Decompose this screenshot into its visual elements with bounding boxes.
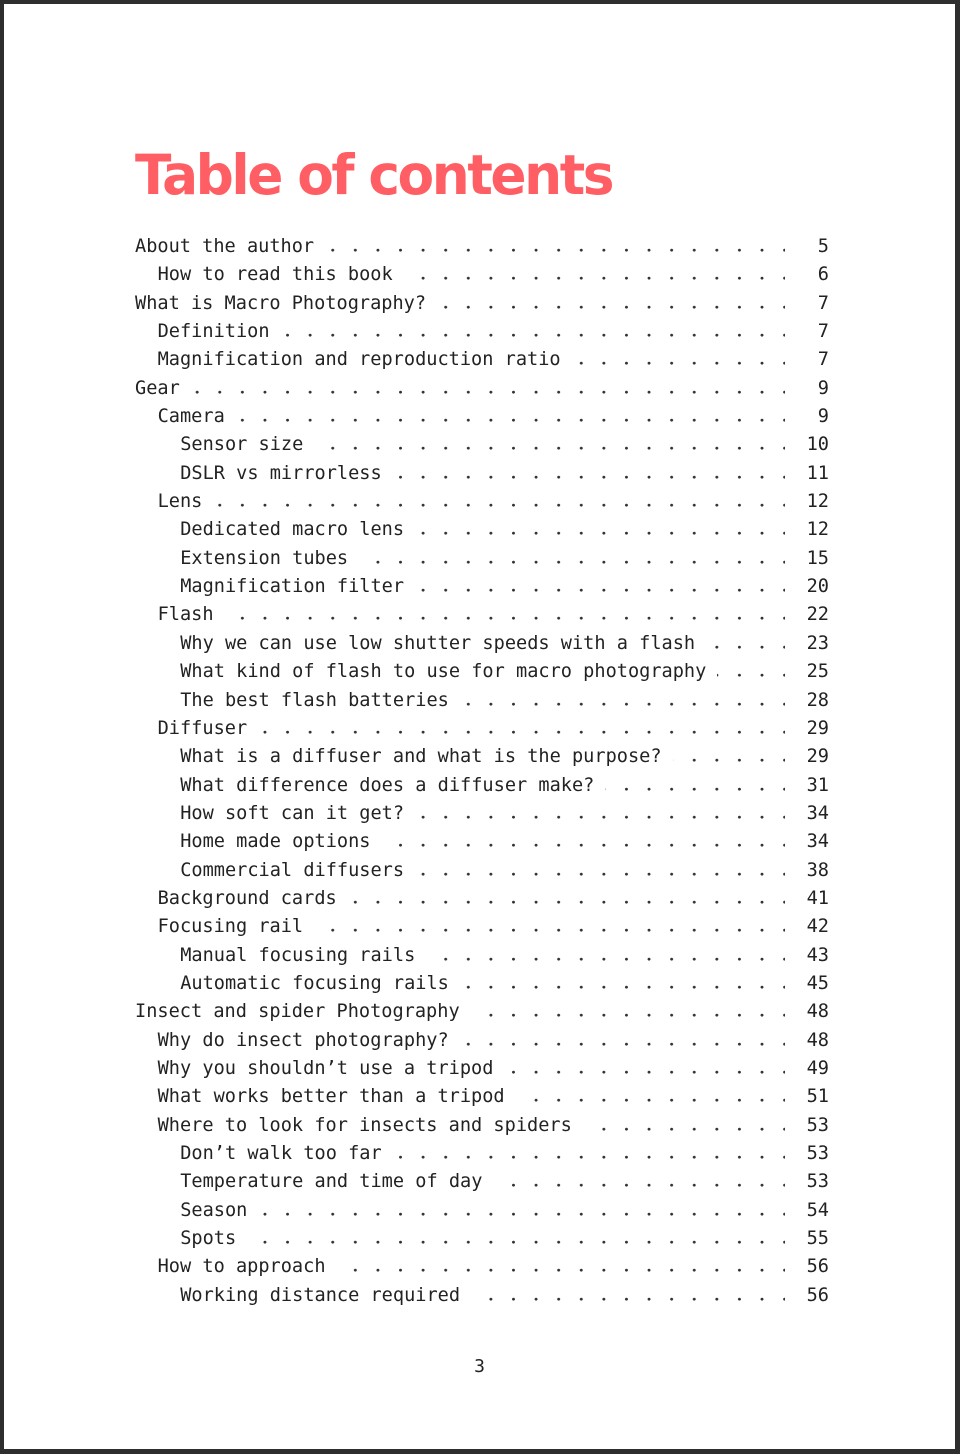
toc-entry-page-number: 56 <box>785 1253 829 1281</box>
toc-entry-title[interactable]: The best flash batteries <box>135 687 460 715</box>
toc-entry-title[interactable]: DSLR vs mirrorless <box>135 460 393 488</box>
toc-entry[interactable] <box>135 687 829 715</box>
toc-entry[interactable] <box>135 885 829 913</box>
toc-entry-page-number: 22 <box>785 601 829 629</box>
toc-entry[interactable] <box>135 772 829 800</box>
toc-entry[interactable] <box>135 800 829 828</box>
toc-entry-title[interactable]: Spots <box>135 1225 247 1253</box>
toc-entry[interactable] <box>135 970 829 998</box>
toc-entry-page-number: 7 <box>785 318 829 346</box>
toc-entry-title[interactable]: Working distance required <box>135 1282 471 1310</box>
toc-entry-title[interactable]: Magnification filter <box>135 573 415 601</box>
toc-entry[interactable] <box>135 460 829 488</box>
toc-entry-title[interactable]: What kind of flash to use for macro photography <box>135 658 717 686</box>
toc-entry-page-number: 51 <box>785 1083 829 1111</box>
toc-entry-title[interactable]: Commercial diffusers <box>135 857 415 885</box>
toc-entry[interactable] <box>135 403 829 431</box>
toc-entry-page-number: 12 <box>785 516 829 544</box>
document-page <box>4 4 955 1449</box>
toc-entry-page-number: 53 <box>785 1168 829 1196</box>
toc-entry-page-number: 23 <box>785 630 829 658</box>
toc-entry-title[interactable]: How to read this book <box>135 261 404 289</box>
toc-entry-page-number: 53 <box>785 1112 829 1140</box>
toc-entry[interactable] <box>135 601 829 629</box>
page-number: 3 <box>474 1356 485 1377</box>
toc-entry-title[interactable]: About the author <box>135 233 325 261</box>
toc-entry[interactable] <box>135 658 829 686</box>
toc-entry-page-number: 43 <box>785 942 829 970</box>
toc-entry[interactable] <box>135 942 829 970</box>
toc-entry-title[interactable]: Why you shouldn’t use a tripod <box>135 1055 504 1083</box>
toc-entry-page-number: 7 <box>785 290 829 318</box>
toc-entry-title[interactable]: What difference does a diffuser make? <box>135 772 605 800</box>
toc-entry-page-number: 34 <box>785 828 829 856</box>
toc-entry-title[interactable]: Don’t walk too far <box>135 1140 393 1168</box>
toc-entry[interactable] <box>135 913 829 941</box>
toc-entry[interactable] <box>135 573 829 601</box>
toc-entry-title[interactable]: Why we can use low shutter speeds with a flash <box>135 630 706 658</box>
toc-entry-title[interactable]: Where to look for insects and spiders <box>135 1112 583 1140</box>
toc-entry-title[interactable]: Background cards <box>135 885 348 913</box>
toc-entry-page-number: 31 <box>785 772 829 800</box>
toc-entry[interactable] <box>135 1225 829 1253</box>
toc-entry[interactable] <box>135 630 829 658</box>
toc-entry[interactable] <box>135 998 829 1026</box>
toc-entry-page-number: 15 <box>785 545 829 573</box>
toc-entry-page-number: 54 <box>785 1197 829 1225</box>
toc-entry-title[interactable]: Gear <box>135 375 191 403</box>
toc-entry-title[interactable]: Why do insect photography? <box>135 1027 460 1055</box>
toc-entry[interactable] <box>135 261 829 289</box>
toc-entry[interactable] <box>135 346 829 374</box>
toc-entry[interactable] <box>135 1253 829 1281</box>
toc-entry-title[interactable]: What works better than a tripod <box>135 1083 516 1111</box>
toc-entry[interactable] <box>135 1140 829 1168</box>
toc-entry[interactable] <box>135 1027 829 1055</box>
toc-entry-page-number: 49 <box>785 1055 829 1083</box>
toc-entry-page-number: 12 <box>785 488 829 516</box>
toc-entry-title[interactable]: Manual focusing rails <box>135 942 426 970</box>
toc-entry[interactable] <box>135 1197 829 1225</box>
page-title: Table of contents <box>135 143 613 207</box>
toc-entry[interactable] <box>135 743 829 771</box>
toc-entry-title[interactable]: Insect and spider Photography <box>135 998 471 1026</box>
toc-entry-title[interactable]: Diffuser <box>135 715 258 743</box>
toc-entry-page-number: 53 <box>785 1140 829 1168</box>
toc-entry-page-number: 29 <box>785 743 829 771</box>
toc-entry-page-number: 38 <box>785 857 829 885</box>
toc-entry-page-number: 11 <box>785 460 829 488</box>
toc-entry[interactable] <box>135 828 829 856</box>
toc-entry-title[interactable]: Automatic focusing rails <box>135 970 460 998</box>
toc-entry-title[interactable]: Definition <box>135 318 281 346</box>
toc-entry[interactable] <box>135 857 829 885</box>
toc-entry-page-number: 29 <box>785 715 829 743</box>
toc-entry-title[interactable]: What is Macro Photography? <box>135 290 437 318</box>
toc-entry-page-number: 48 <box>785 998 829 1026</box>
toc-entry-title[interactable]: Camera <box>135 403 236 431</box>
toc-entry-page-number: 42 <box>785 913 829 941</box>
toc-entry-page-number: 41 <box>785 885 829 913</box>
toc-entry-page-number: 5 <box>785 233 829 261</box>
toc-entry[interactable] <box>135 545 829 573</box>
toc-entry-page-number: 34 <box>785 800 829 828</box>
toc-entry-page-number: 56 <box>785 1282 829 1310</box>
toc-entry-title[interactable]: Home made options <box>135 828 382 856</box>
toc-entry[interactable] <box>135 1168 829 1196</box>
toc-entry-page-number: 9 <box>785 403 829 431</box>
toc-entry-title[interactable]: Focusing rail <box>135 913 314 941</box>
toc-entry[interactable] <box>135 1112 829 1140</box>
toc-entry-title[interactable]: What is a diffuser and what is the purpose? <box>135 743 673 771</box>
toc-entry-page-number: 25 <box>785 658 829 686</box>
toc-entry-title[interactable]: Flash <box>135 601 225 629</box>
toc-entry-page-number: 20 <box>785 573 829 601</box>
table-of-contents <box>135 233 829 1310</box>
toc-entry-title[interactable]: How to approach <box>135 1253 337 1281</box>
toc-entry-page-number: 10 <box>785 431 829 459</box>
toc-entry-title[interactable]: Season <box>135 1197 258 1225</box>
toc-entry-page-number: 28 <box>785 687 829 715</box>
toc-entry[interactable] <box>135 488 829 516</box>
toc-entry[interactable] <box>135 1055 829 1083</box>
toc-entry-title[interactable]: Temperature and time of day <box>135 1168 493 1196</box>
toc-entry[interactable] <box>135 1282 829 1310</box>
toc-entry-title[interactable]: Sensor size <box>135 431 314 459</box>
toc-entry-page-number: 48 <box>785 1027 829 1055</box>
toc-entry[interactable] <box>135 715 829 743</box>
toc-entry[interactable] <box>135 516 829 544</box>
toc-entry-page-number: 55 <box>785 1225 829 1253</box>
toc-entry[interactable] <box>135 375 829 403</box>
toc-entry-title[interactable]: Extension tubes <box>135 545 359 573</box>
toc-entry-title[interactable]: Dedicated macro lens <box>135 516 415 544</box>
toc-entry-title[interactable]: Lens <box>135 488 213 516</box>
toc-entry-page-number: 6 <box>785 261 829 289</box>
toc-entry[interactable] <box>135 318 829 346</box>
toc-entry[interactable] <box>135 431 829 459</box>
toc-entry-page-number: 7 <box>785 346 829 374</box>
toc-entry-page-number: 9 <box>785 375 829 403</box>
toc-entry[interactable] <box>135 290 829 318</box>
toc-entry[interactable] <box>135 233 829 261</box>
toc-entry-title[interactable]: Magnification and reproduction ratio <box>135 346 572 374</box>
toc-entry-page-number: 45 <box>785 970 829 998</box>
toc-entry[interactable] <box>135 1083 829 1111</box>
toc-entry-title[interactable]: How soft can it get? <box>135 800 415 828</box>
